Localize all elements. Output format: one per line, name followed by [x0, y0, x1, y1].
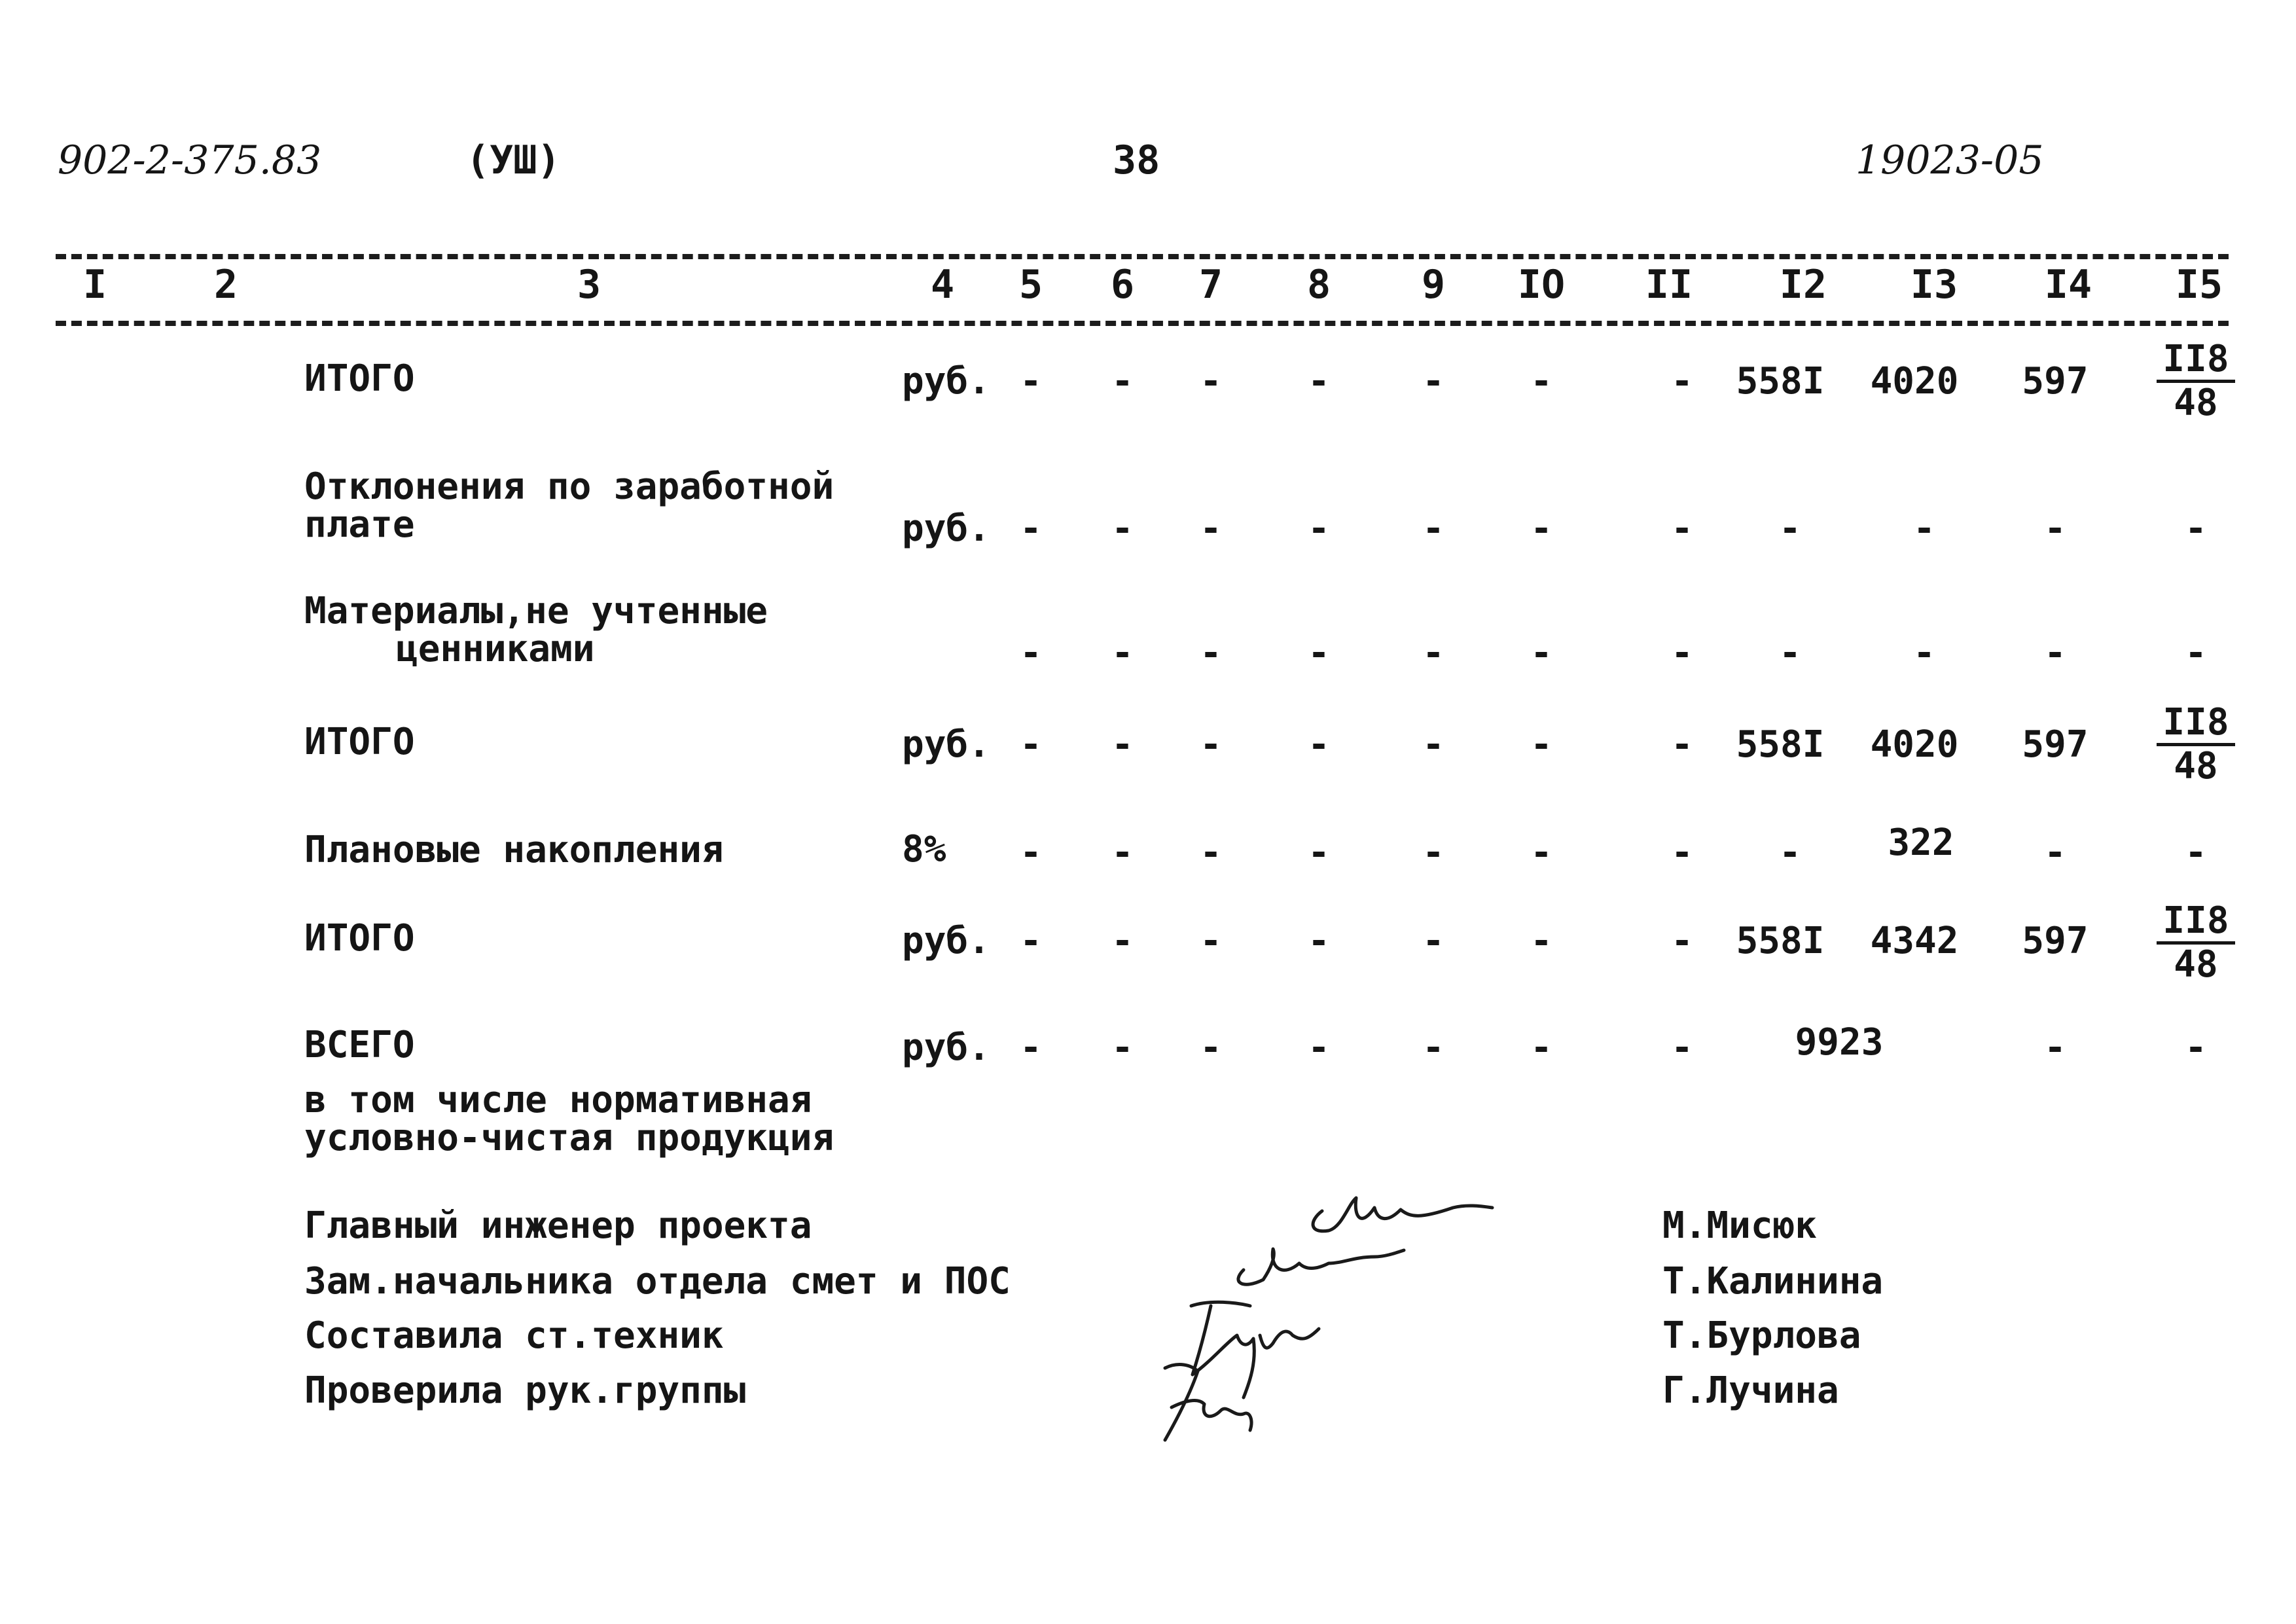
table-cell: -	[1020, 831, 1042, 874]
row-label-line: плате	[304, 503, 415, 546]
row-unit: руб.	[902, 360, 990, 403]
table-cell: -	[1308, 632, 1330, 674]
column-number: IO	[1517, 262, 1566, 308]
signature-name: Т.Калинина	[1662, 1260, 1884, 1303]
fraction-denominator: 48	[2174, 943, 2218, 986]
column-number: I3	[1910, 262, 1958, 308]
fraction-cell	[2157, 899, 2235, 986]
header-rule-bottom	[56, 321, 2229, 326]
table-cell: 4020	[1870, 723, 1959, 766]
table-cell: 597	[2022, 723, 2089, 766]
table-cell: -	[1530, 723, 1552, 766]
fraction-numerator: II8	[2157, 902, 2235, 945]
fraction-denominator: 48	[2174, 745, 2218, 787]
column-number: 7	[1198, 262, 1223, 308]
table-cell: -	[1200, 632, 1222, 674]
column-number: 3	[577, 262, 601, 308]
column-number: I4	[2044, 262, 2092, 308]
table-cell: -	[1671, 1026, 1693, 1069]
signature-name: М.Мисюк	[1662, 1204, 1818, 1247]
table-cell: -	[1111, 831, 1134, 874]
table-cell: -	[1422, 920, 1444, 962]
table-cell: -	[2185, 1026, 2207, 1069]
row-label	[304, 592, 768, 668]
table-cell: -	[1422, 632, 1444, 674]
row-label-line: Отклонения по заработной	[304, 465, 834, 508]
row-unit: руб.	[902, 723, 990, 766]
table-cell: -	[1200, 360, 1222, 403]
table-cell: -	[1111, 1026, 1134, 1069]
table-cell: 597	[2022, 920, 2089, 962]
table-cell: -	[1111, 507, 1134, 550]
table-cell: -	[1530, 632, 1552, 674]
section-code: (УШ)	[466, 137, 561, 183]
table-cell: -	[1779, 507, 1801, 550]
handwritten-signature	[1113, 1172, 1532, 1460]
signature-role: Составила ст.техник	[304, 1314, 724, 1357]
table-cell: -	[1200, 723, 1222, 766]
column-number: I	[82, 262, 107, 308]
row-label: Плановые накопления	[304, 829, 724, 871]
signature-role: Главный инженер проекта	[304, 1204, 812, 1247]
column-number: 9	[1421, 262, 1446, 308]
table-cell: 597	[2022, 360, 2089, 403]
table-cell: -	[1308, 360, 1330, 403]
table-cell: -	[1530, 920, 1552, 962]
table-cell: -	[1020, 632, 1042, 674]
fraction-cell	[2157, 701, 2235, 787]
table-cell: -	[1530, 1026, 1552, 1069]
note-line: условно-чистая продукция	[304, 1117, 834, 1159]
table-cell: -	[1308, 507, 1330, 550]
table-cell: -	[1671, 632, 1693, 674]
column-number: II	[1645, 262, 1693, 308]
table-cell: -	[1913, 632, 1935, 674]
header-rule-top	[56, 254, 2229, 259]
table-cell: -	[1671, 723, 1693, 766]
table-cell: -	[2044, 507, 2066, 550]
table-cell: -	[1308, 920, 1330, 962]
row-unit: руб.	[902, 507, 990, 550]
row-unit: руб.	[902, 1026, 990, 1069]
table-cell: -	[1530, 507, 1552, 550]
table-cell: 558I	[1736, 723, 1825, 766]
table-cell: 558I	[1736, 920, 1825, 962]
column-number: I5	[2175, 262, 2223, 308]
table-cell: 558I	[1736, 360, 1825, 403]
column-number: 8	[1306, 262, 1331, 308]
note-line: в том числе нормативная	[304, 1079, 812, 1121]
column-number: 5	[1018, 262, 1043, 308]
page-number: 38	[1113, 137, 1160, 183]
table-cell: -	[1020, 723, 1042, 766]
table-cell: -	[2044, 632, 2066, 674]
row-unit: руб.	[902, 920, 990, 962]
table-cell: -	[1308, 1026, 1330, 1069]
table-cell: -	[1111, 632, 1134, 674]
row-label: ВСЕГО	[304, 1024, 415, 1066]
table-cell: 322	[1888, 821, 1954, 864]
table-cell: -	[1020, 507, 1042, 550]
table-cell: -	[1111, 920, 1134, 962]
table-cell: -	[1200, 1026, 1222, 1069]
signature-role: Зам.начальника отдела смет и ПОС	[304, 1260, 1011, 1303]
table-cell: -	[1020, 1026, 1042, 1069]
table-cell: -	[1671, 920, 1693, 962]
table-cell: -	[1422, 1026, 1444, 1069]
row-label-line: ценниками	[396, 628, 595, 670]
table-cell: -	[2044, 831, 2066, 874]
row-label: ИТОГО	[304, 917, 415, 960]
table-cell: -	[2185, 831, 2207, 874]
column-number: 2	[213, 262, 238, 308]
table-cell: -	[1530, 831, 1552, 874]
column-number: 4	[930, 262, 955, 308]
table-cell: -	[1779, 632, 1801, 674]
document-code: 902-2-375.83	[58, 137, 322, 183]
table-cell: 4342	[1870, 920, 1959, 962]
table-cell: -	[1422, 360, 1444, 403]
table-cell: -	[1913, 507, 1935, 550]
table-cell: -	[2044, 1026, 2066, 1069]
table-cell: 9923	[1795, 1021, 1884, 1064]
table-cell: -	[1671, 831, 1693, 874]
row-label: ИТОГО	[304, 721, 415, 763]
row-unit: 8%	[902, 828, 946, 871]
table-cell: -	[1111, 723, 1134, 766]
row-label: ИТОГО	[304, 357, 415, 400]
table-cell: -	[1020, 360, 1042, 403]
table-cell: 4020	[1870, 360, 1959, 403]
table-cell: -	[1020, 920, 1042, 962]
table-cell: -	[2185, 507, 2207, 550]
note-text	[304, 1081, 834, 1157]
table-cell: -	[1422, 723, 1444, 766]
fraction-cell	[2157, 340, 2235, 422]
sheet-code: 19023-05	[1856, 137, 2044, 183]
signature-name: Г.Лучина	[1662, 1369, 1839, 1412]
table-cell: -	[1422, 507, 1444, 550]
table-cell: -	[1530, 360, 1552, 403]
table-cell: -	[1422, 831, 1444, 874]
row-label	[304, 465, 834, 546]
table-cell: -	[1308, 723, 1330, 766]
row-label-line: Материалы,не учтенные	[304, 590, 768, 632]
fraction-numerator: II8	[2157, 340, 2235, 383]
table-cell: -	[1200, 831, 1222, 874]
table-cell: -	[1671, 360, 1693, 403]
table-cell: -	[1111, 360, 1134, 403]
table-cell: -	[1671, 507, 1693, 550]
table-cell: -	[1200, 507, 1222, 550]
table-cell: -	[2185, 632, 2207, 674]
table-cell: -	[1779, 831, 1801, 874]
signature-role: Проверила рук.группы	[304, 1369, 746, 1412]
fraction-denominator: 48	[2174, 382, 2218, 424]
table-cell: -	[1200, 920, 1222, 962]
column-number: 6	[1110, 262, 1135, 308]
column-number: I2	[1779, 262, 1827, 308]
fraction-numerator: II8	[2157, 704, 2235, 746]
signature-name: Т.Бурлова	[1662, 1314, 1861, 1357]
table-cell: -	[1308, 831, 1330, 874]
